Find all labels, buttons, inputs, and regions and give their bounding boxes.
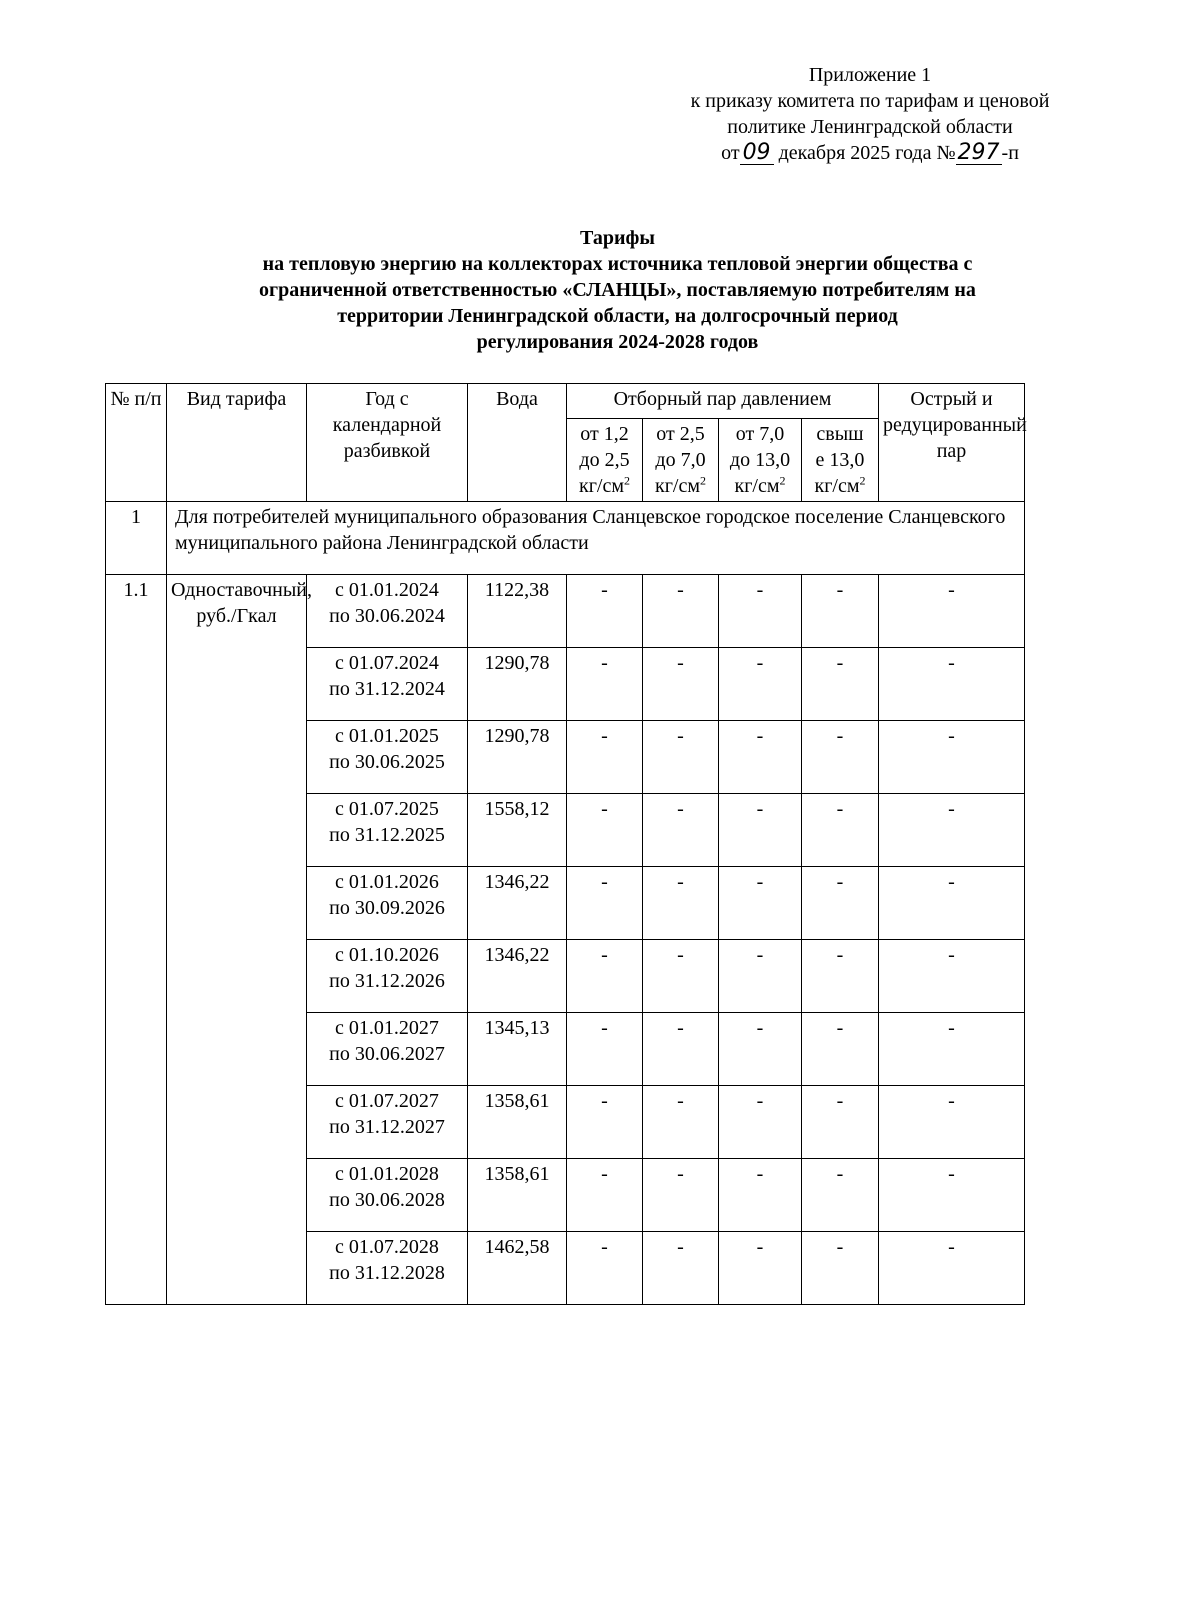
value-s2: - [643, 721, 719, 794]
handwritten-order-number: 297 [957, 140, 1000, 165]
value-s2: - [643, 1086, 719, 1159]
tariff-type: Одноставочный, руб./Гкал [167, 575, 307, 1305]
value-s4: - [802, 721, 879, 794]
header-steam-3 [719, 419, 802, 502]
value-sharp: - [879, 1086, 1025, 1159]
header-period: Год с календарной разбивкой [307, 384, 468, 502]
value-s2: - [643, 1232, 719, 1305]
title-line-4: регулирования 2024-2028 годов [476, 331, 759, 353]
value-s2: - [643, 867, 719, 940]
value-sharp: - [879, 1159, 1025, 1232]
period-to: по 31.12.2024 [329, 678, 445, 700]
period-to: по 30.06.2028 [329, 1189, 445, 1211]
period-to: по 31.12.2028 [329, 1262, 445, 1284]
period-from: с 01.07.2027 [335, 1090, 439, 1112]
water-value: 1358,61 [468, 1086, 567, 1159]
header-sharp-steam: Острый и редуцированный пар [879, 384, 1025, 502]
water-value: 1462,58 [468, 1232, 567, 1305]
section-num: 1 [106, 502, 167, 575]
date-middle: декабря 2025 года № [778, 142, 956, 164]
value-sharp: - [879, 867, 1025, 940]
water-value: 1358,61 [468, 1159, 567, 1232]
period-to: по 31.12.2027 [329, 1116, 445, 1138]
steam-2-to: до 7,0 [655, 449, 706, 471]
steam-1-to: до 2,5 [579, 449, 630, 471]
date-prefix: от [721, 142, 740, 164]
value-s2: - [643, 1159, 719, 1232]
period-to: по 31.12.2025 [329, 824, 445, 846]
value-s1: - [567, 1232, 643, 1305]
period-to: по 30.06.2027 [329, 1043, 445, 1065]
header-water: Вода [468, 384, 567, 502]
period-cell [307, 575, 468, 648]
value-s4: - [802, 575, 879, 648]
appendix-line-3: политике Ленинградской области [727, 116, 1013, 138]
value-s4: - [802, 1232, 879, 1305]
value-s2: - [643, 940, 719, 1013]
value-s3: - [719, 648, 802, 721]
period-to: по 30.06.2025 [329, 751, 445, 773]
value-sharp: - [879, 575, 1025, 648]
title-line-2: ограниченной ответственностью «СЛАНЦЫ», поставляемую потребителям на [259, 279, 976, 301]
period-to: по 31.12.2026 [329, 970, 445, 992]
title-line-3: территории Ленинградской области, на долгосрочный период [337, 305, 898, 327]
water-value: 1346,22 [468, 867, 567, 940]
period-cell [307, 1159, 468, 1232]
water-value: 1290,78 [468, 648, 567, 721]
header-num: № п/п [106, 384, 167, 502]
header-steam-2 [643, 419, 719, 502]
value-s3: - [719, 575, 802, 648]
order-suffix: -п [1001, 142, 1019, 164]
section-row [106, 502, 1025, 575]
value-s1: - [567, 1013, 643, 1086]
value-s3: - [719, 940, 802, 1013]
tariff-table [105, 383, 1025, 1305]
water-value: 1346,22 [468, 940, 567, 1013]
steam-4-to: е 13,0 [815, 449, 865, 471]
steam-2-from: от 2,5 [656, 423, 705, 445]
period-cell [307, 648, 468, 721]
steam-4-from: свыш [816, 423, 864, 445]
period-cell [307, 721, 468, 794]
appendix-line-2: к приказу комитета по тарифам и ценовой [690, 90, 1050, 112]
water-value: 1558,12 [468, 794, 567, 867]
title-heading: Тарифы [580, 227, 655, 249]
header-steam-1 [567, 419, 643, 502]
value-s1: - [567, 1159, 643, 1232]
steam-1-from: от 1,2 [580, 423, 629, 445]
header-type: Вид тарифа [167, 384, 307, 502]
value-s3: - [719, 721, 802, 794]
period-to: по 30.06.2024 [329, 605, 445, 627]
value-s1: - [567, 648, 643, 721]
period-cell [307, 867, 468, 940]
value-s3: - [719, 867, 802, 940]
value-s2: - [643, 794, 719, 867]
value-sharp: - [879, 940, 1025, 1013]
period-from: с 01.01.2027 [335, 1017, 439, 1039]
value-s1: - [567, 575, 643, 648]
value-s4: - [802, 1159, 879, 1232]
header-steam-group: Отборный пар давлением [567, 384, 879, 419]
section-text: Для потребителей муниципального образования Сланцевское городское поселение Сланцевского муниципального района Ленинградской области [167, 502, 1025, 575]
water-value: 1290,78 [468, 721, 567, 794]
value-sharp: - [879, 1013, 1025, 1086]
value-s3: - [719, 794, 802, 867]
appendix-line-1: Приложение 1 [808, 64, 932, 86]
period-cell [307, 940, 468, 1013]
value-sharp: - [879, 1232, 1025, 1305]
title-line-1: на тепловую энергию на коллекторах источника тепловой энергии общества с [262, 253, 973, 275]
period-from: с 01.01.2026 [335, 871, 439, 893]
handwritten-day: 09 [740, 142, 774, 165]
value-s2: - [643, 575, 719, 648]
value-s2: - [643, 648, 719, 721]
value-s3: - [719, 1013, 802, 1086]
value-sharp: - [879, 721, 1025, 794]
period-from: с 01.07.2028 [335, 1236, 439, 1258]
period-from: с 01.10.2026 [335, 944, 439, 966]
appendix-header [620, 62, 1120, 166]
steam-2-unit: $кг/см^2$ [654, 473, 706, 497]
period-cell [307, 1232, 468, 1305]
period-to: по 30.09.2026 [329, 897, 445, 919]
period-from: с 01.01.2028 [335, 1163, 439, 1185]
value-s4: - [802, 1086, 879, 1159]
subsection-num: 1.1 [106, 575, 167, 1305]
value-s1: - [567, 940, 643, 1013]
value-s1: - [567, 794, 643, 867]
value-s4: - [802, 794, 879, 867]
appendix-date-line [620, 140, 1120, 166]
value-s3: - [719, 1232, 802, 1305]
value-s1: - [567, 867, 643, 940]
steam-3-to: до 13,0 [729, 449, 791, 471]
value-s1: - [567, 1086, 643, 1159]
period-from: с 01.07.2024 [335, 652, 439, 674]
value-s1: - [567, 721, 643, 794]
header-row-1 [106, 384, 1025, 419]
table-row [106, 575, 1025, 648]
value-s3: - [719, 1159, 802, 1232]
period-cell [307, 1086, 468, 1159]
period-from: с 01.01.2025 [335, 725, 439, 747]
value-s4: - [802, 648, 879, 721]
value-s4: - [802, 940, 879, 1013]
steam-3-unit: $кг/см^2$ [734, 473, 786, 497]
value-sharp: - [879, 794, 1025, 867]
document-title [120, 225, 1115, 355]
value-s2: - [643, 1013, 719, 1086]
header-steam-4 [802, 419, 879, 502]
water-value: 1345,13 [468, 1013, 567, 1086]
value-s4: - [802, 1013, 879, 1086]
period-from: с 01.07.2025 [335, 798, 439, 820]
steam-1-unit: $кг/см^2$ [578, 473, 630, 497]
value-s3: - [719, 1086, 802, 1159]
steam-3-from: от 7,0 [735, 423, 785, 445]
value-s4: - [802, 867, 879, 940]
period-cell [307, 1013, 468, 1086]
period-cell [307, 794, 468, 867]
water-value: 1122,38 [468, 575, 567, 648]
period-from: с 01.01.2024 [335, 579, 439, 601]
value-sharp: - [879, 648, 1025, 721]
steam-4-unit: $кг/см^2$ [814, 473, 866, 497]
